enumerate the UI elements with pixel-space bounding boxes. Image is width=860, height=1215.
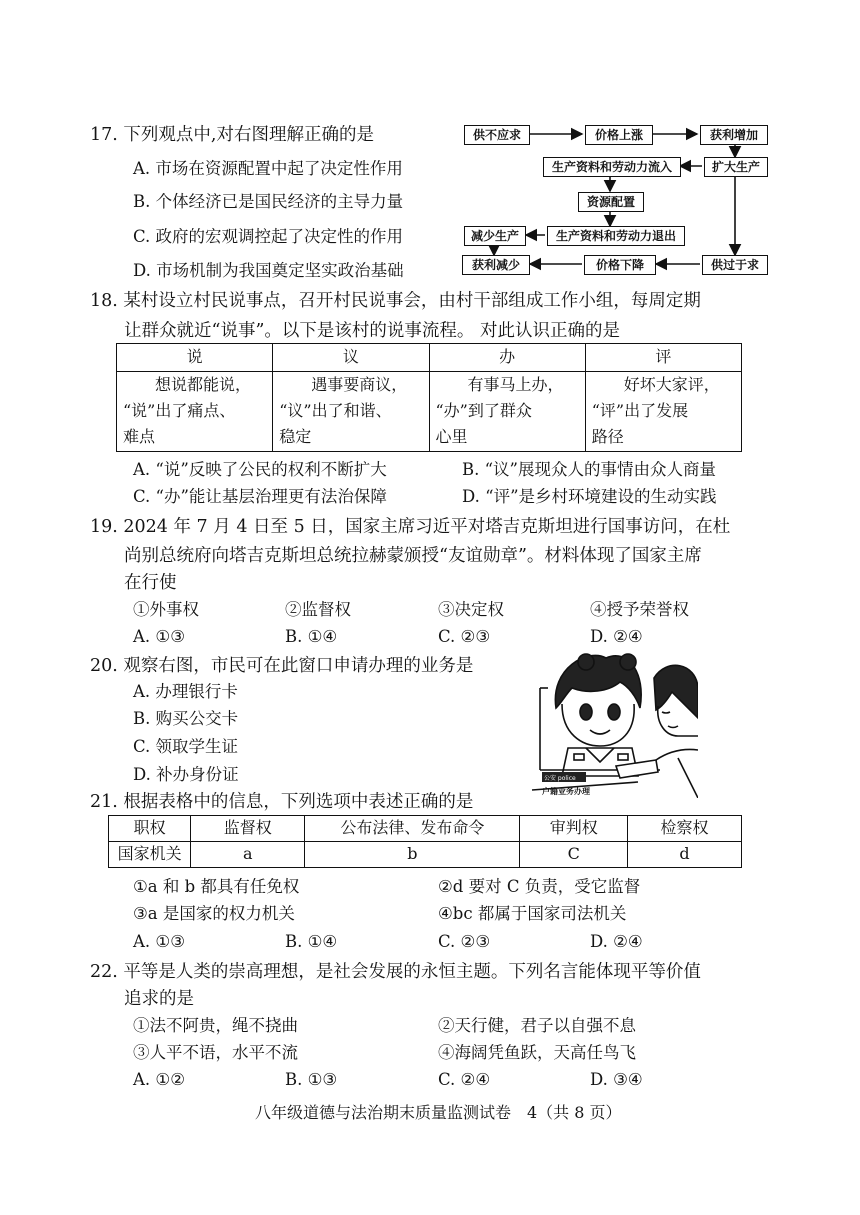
- q21-organ-label: 国家机关: [109, 842, 191, 868]
- q20-option-b: B. 购买公交卡: [133, 709, 239, 728]
- q22-option-d: D. ③④: [590, 1070, 643, 1089]
- q17-option-a: A. 市场在资源配置中起了决定性作用: [133, 159, 403, 178]
- q18-cell-speak: 想说都能说， “说”出了痛点、 难点: [117, 372, 273, 452]
- q17-option-d: D. 市场机制为我国奠定坚实政治基础: [133, 261, 404, 280]
- flow-box-price-up: 价格上涨: [585, 125, 653, 145]
- q22-item-3: ③人平不语，水平不流: [133, 1043, 298, 1062]
- flow-box-supply-short: 供不应求: [464, 125, 530, 145]
- q21-organ-d: d: [628, 842, 742, 868]
- q21-option-a: A. ①③: [133, 932, 185, 951]
- q19-item-1: ①外事权: [133, 600, 199, 619]
- q22-option-a: A. ①②: [133, 1070, 185, 1089]
- q19-item-4: ④授予荣誉权: [590, 600, 689, 619]
- q18-option-b: B. “议”展现众人的事情由众人商量: [462, 460, 716, 479]
- q21-h-supervise: 监督权: [191, 816, 305, 842]
- flow-box-reduce: 减少生产: [464, 226, 526, 246]
- q18-cell-evaluate: 好坏大家评， “评”出了发展 路径: [585, 372, 741, 452]
- q22-option-b: B. ①③: [285, 1070, 338, 1089]
- q18-stem-line1: 18. 某村设立村民说事点，召开村民说事会，由村干部组成工作小组，每周定期: [90, 291, 701, 311]
- flow-box-price-down: 价格下降: [584, 255, 656, 275]
- q18-header-act: 办: [429, 344, 585, 372]
- q21-option-d: D. ②④: [590, 932, 643, 951]
- q21-h-procuratorial: 检察权: [628, 816, 742, 842]
- q18-option-a: A. “说”反映了公民的权利不断扩大: [133, 460, 387, 479]
- q18-cell-discuss: 遇事要商议， “议”出了和谐、 稳定: [273, 372, 429, 452]
- q18-option-d: D. “评”是乡村环境建设的生动实践: [462, 487, 717, 506]
- q19-stem-line3: 在行使: [124, 573, 177, 593]
- q20-counter-illustration: [528, 648, 698, 798]
- q22-item-2: ②天行健，君子以自强不息: [438, 1016, 636, 1035]
- q21-h-judicial: 审判权: [520, 816, 628, 842]
- q19-stem-line2: 尚别总统府向塔吉克斯坦总统拉赫蒙颁授“友谊勋章”。材料体现了国家主席: [124, 546, 702, 566]
- q18-header-speak: 说: [117, 344, 273, 372]
- q21-item-2: ②d 要对 C 负责，受它监督: [438, 877, 641, 896]
- q17-option-c: C. 政府的宏观调控起了决定性的作用: [133, 227, 404, 246]
- q19-option-b: B. ①④: [285, 627, 338, 646]
- q21-item-3: ③a 是国家的权力机关: [133, 904, 295, 923]
- q19-stem-line1: 19. 2024 年 7 月 4 日至 5 日，国家主席习近平对塔吉克斯坦进行国事访问，在杜: [90, 517, 731, 537]
- q21-h-promulgate: 公布法律、发布命令: [305, 816, 520, 842]
- flow-box-supply-over: 供过于求: [702, 255, 768, 275]
- q21-organ-a: a: [191, 842, 305, 868]
- flow-box-profit-up: 获利增加: [700, 125, 768, 145]
- q22-item-1: ①法不阿贵，绳不挠曲: [133, 1016, 298, 1035]
- q18-header-evaluate: 评: [585, 344, 741, 372]
- q21-item-1: ①a 和 b 都具有任免权: [133, 877, 300, 896]
- q18-stem-line2: 让群众就近“说事”。以下是该村的说事流程。 对此认识正确的是: [124, 321, 620, 341]
- q19-option-d: D. ②④: [590, 627, 643, 646]
- q22-item-4: ④海阔凭鱼跃，天高任鸟飞: [438, 1043, 636, 1062]
- q22-option-c: C. ②④: [438, 1070, 491, 1089]
- q21-h-power: 职权: [109, 816, 191, 842]
- q19-option-a: A. ①③: [133, 627, 185, 646]
- q20-option-c: C. 领取学生证: [133, 737, 239, 756]
- flow-box-expand: 扩大生产: [704, 157, 768, 177]
- q22-stem-line2: 追求的是: [124, 989, 194, 1009]
- household-registration-sign: 户籍业务办理: [542, 787, 590, 796]
- flow-box-outflow: 生产资料和劳动力退出: [547, 226, 685, 246]
- q21-item-4: ④bc 都属于国家司法机关: [438, 904, 627, 923]
- counter-scene-image: [528, 648, 698, 798]
- q19-item-3: ③决定权: [438, 600, 504, 619]
- q20-option-d: D. 补办身份证: [133, 765, 239, 784]
- q18-header-discuss: 议: [273, 344, 429, 372]
- q18-cell-act: 有事马上办， “办”到了群众 心里: [429, 372, 585, 452]
- q21-power-table: [108, 815, 742, 868]
- q17-option-b: B. 个体经济已是国民经济的主导力量: [133, 192, 404, 211]
- flow-box-inflow: 生产资料和劳动力流入: [543, 157, 681, 177]
- q21-organ-c: C: [520, 842, 628, 868]
- flow-box-allocation: 资源配置: [578, 192, 644, 212]
- q18-process-table: [116, 343, 742, 452]
- police-sign-text: 公安 police: [544, 775, 576, 782]
- q20-stem: 20. 观察右图，市民可在此窗口申请办理的业务是: [90, 656, 474, 676]
- q18-option-c: C. “办”能让基层治理更有法治保障: [133, 487, 387, 506]
- q21-option-b: B. ①④: [285, 932, 338, 951]
- q20-option-a: A. 办理银行卡: [133, 682, 238, 701]
- q21-option-c: C. ②③: [438, 932, 491, 951]
- q19-item-2: ②监督权: [285, 600, 351, 619]
- page-footer: 八年级道德与法治期末质量监测试卷 4（共 8 页）: [255, 1103, 622, 1122]
- q21-stem: 21. 根据表格中的信息，下列选项中表述正确的是: [90, 792, 474, 812]
- q17-stem: 17. 下列观点中,对右图理解正确的是: [90, 125, 374, 145]
- q19-option-c: C. ②③: [438, 627, 491, 646]
- q21-organ-b: b: [305, 842, 520, 868]
- flow-box-profit-down: 获利减少: [462, 255, 530, 275]
- q22-stem-line1: 22. 平等是人类的崇高理想，是社会发展的永恒主题。下列名言能体现平等价值: [90, 962, 701, 982]
